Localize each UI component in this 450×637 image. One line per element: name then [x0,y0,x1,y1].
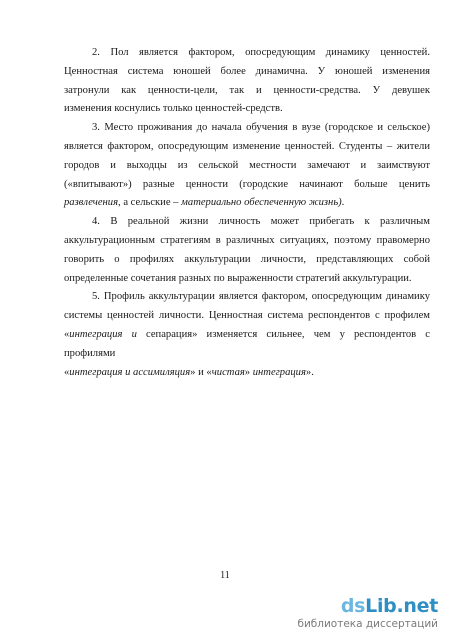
italic-text: материально обеспеченную жизнь) [181,197,342,209]
italic-text: интеграция [252,366,306,378]
text-line: системы ценностей личности. Ценностная система респондентов с профилем [64,310,430,322]
text-line: определенные сочетания разных по выраженности стратегий аккультурации. [64,272,412,284]
text-fragment: ». [305,366,314,378]
text-line: 4. В реальной жизни личность может прибегать к различным [92,216,430,228]
text-line: затронули как ценности-цели, так и ценности-средства. У девушек [64,84,430,96]
text-fragment: . [341,197,345,209]
text-line: 3. Место проживания до начала обучения в вузе (городское и сельское) [92,122,430,134]
watermark-subtitle: библиотека диссертаций [297,617,438,630]
italic-text: интеграция и [69,328,137,340]
page-number: 11 [220,570,230,581]
text-line [64,326,430,364]
dslib-logo [297,594,438,617]
dslib-watermark[interactable] [297,594,438,630]
text-line: 2. Пол является фактором, опосредующим динамику ценностей. [92,47,430,58]
document-page [64,44,430,382]
text-fragment: « [64,366,70,378]
paragraph-4-profiles [64,213,430,288]
text-line: аккультурационным стратегиям в различных ситуациях, поэтому правомерно [64,234,430,246]
text-line: («впитывают») разные ценности (городские начинают больше ценить [64,178,430,190]
text-line: 5. Профиль аккультурации является фактором, опосредующим динамику [92,291,430,303]
text-fragment: , а сельские – [118,197,182,209]
italic-text: интеграция и ассимиляция [69,366,191,378]
text-fragment: » [244,366,253,378]
logo-part-lib: Lib.net [365,594,438,617]
text-line: городов и выходцы из сельской местности замечают и заимствуют [64,159,430,171]
paragraph-2-gender [64,44,430,119]
text-line: говорить о профилях аккультурации личности, представляющих собой [64,253,430,265]
text-fragment: » и « [190,366,212,378]
text-line: является фактором, опосредующим изменение ценностей. Студенты – жители [64,140,430,152]
paragraph-3-residence [64,119,430,213]
paragraph-5-acculturation [64,288,430,382]
text-fragment: сепарация» изменяется сильнее, чем у респондентов с профилями [64,328,430,359]
logo-part-ds: ds [340,594,366,617]
text-line: Ценностная система юношей более динамична. У юношей изменения [64,65,430,77]
text-fragment: « [64,328,70,340]
italic-text: развлечения [64,197,119,209]
text-line [64,364,430,383]
text-line [64,194,430,213]
italic-text: чистая [211,366,245,378]
text-line: изменения коснулись только ценностей-средств. [64,103,283,115]
